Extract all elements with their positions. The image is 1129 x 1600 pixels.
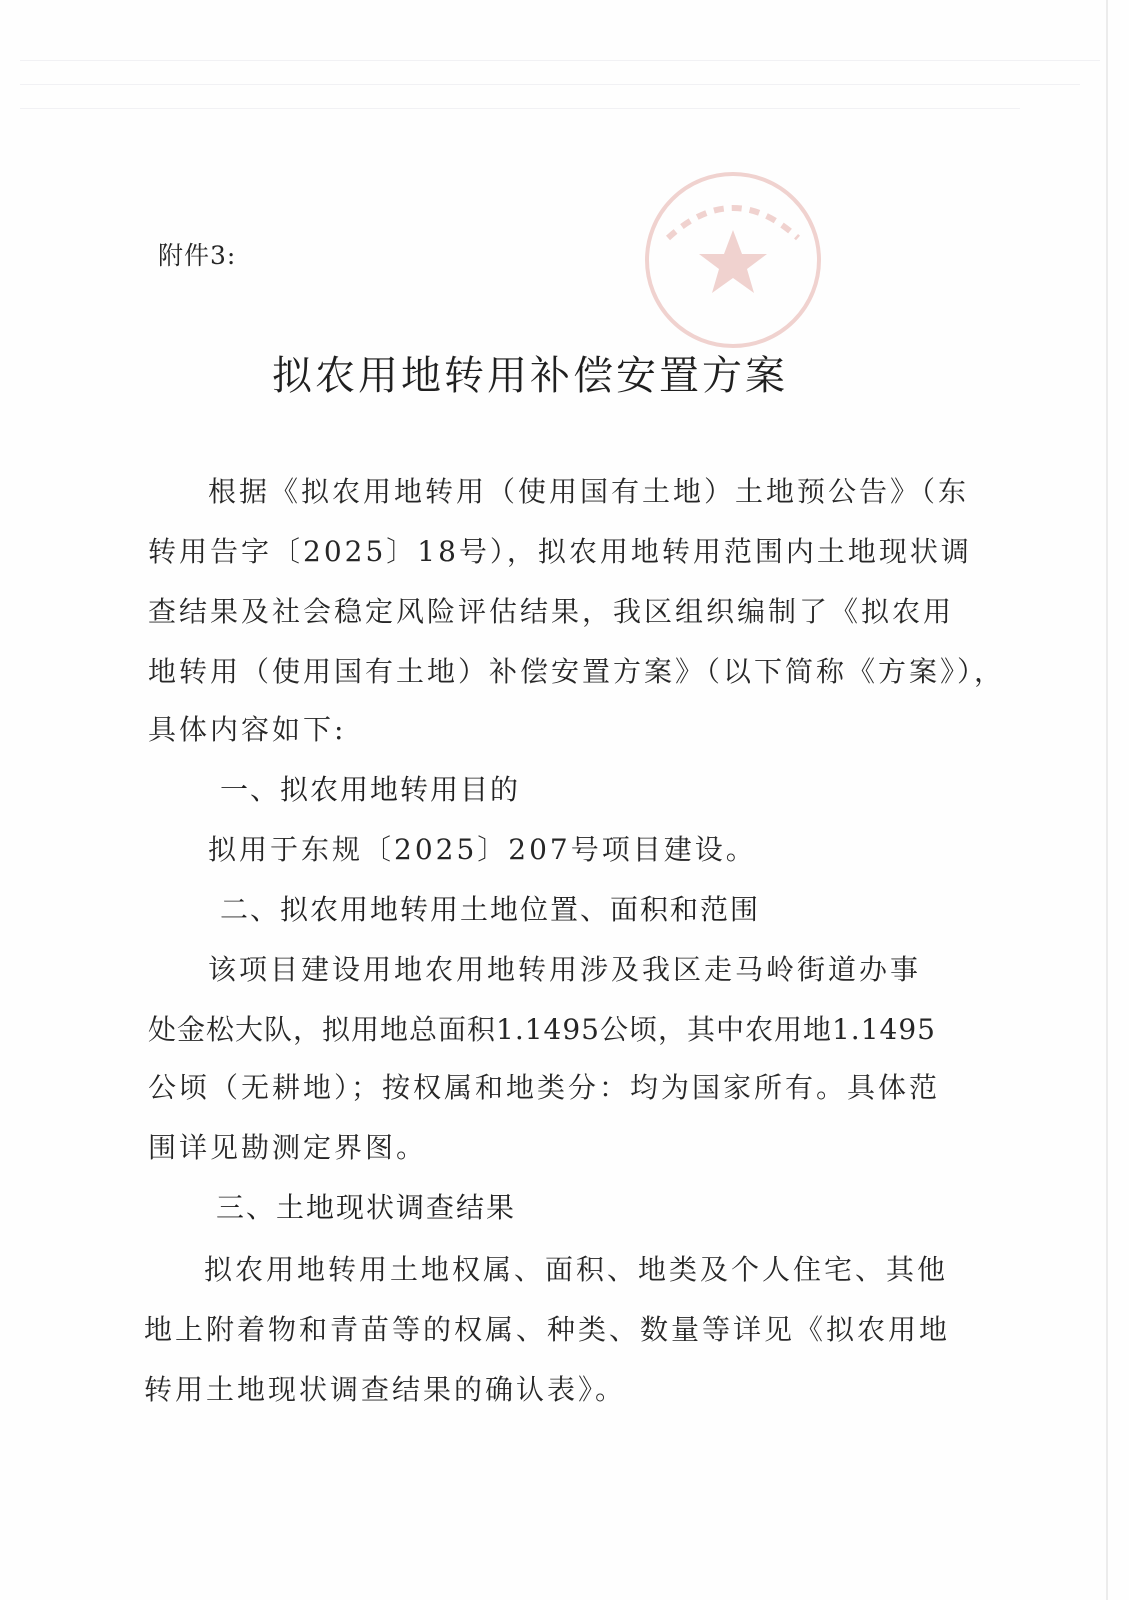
intro-line: 地转用（使用国有土地）补偿安置方案》（以下简称《方案》）， [148,655,1006,688]
official-seal-icon [628,168,838,348]
intro-line: 具体内容如下: [148,713,347,746]
scan-artifact [20,84,1080,85]
intro-line: 根据《拟农用地转用（使用国有土地）土地预公告》（东 [208,475,970,508]
section-line: 转用土地现状调查结果的确认表》。 [144,1373,627,1406]
section-line: 拟农用地转用土地权属、面积、地类及个人住宅、其他 [204,1253,949,1286]
section-line: 拟用于东规〔2025〕207号项目建设。 [208,833,757,866]
section-line: 处金松大队，拟用地总面积1.1495公顷，其中农用地1.1495 [148,1013,936,1046]
section-line: 该项目建设用地农用地转用涉及我区走马岭街道办事 [208,953,922,986]
intro-line: 查结果及社会稳定风险评估结果，我区组织编制了《拟农用 [148,595,955,628]
intro-line: 转用告字〔2025〕18号），拟农用地转用范围内土地现状调 [148,535,972,568]
section-heading: 二、拟农用地转用土地位置、面积和范围 [220,893,761,926]
section-line: 围详见勘测定界图。 [148,1131,428,1164]
page-edge [1106,0,1108,1600]
section-line: 地上附着物和青苗等的权属、种类、数量等详见《拟农用地 [144,1313,951,1346]
section-heading: 三、土地现状调查结果 [216,1191,517,1224]
attachment-label: 附件3: [158,241,237,270]
scan-artifact [20,108,1020,109]
section-heading: 一、拟农用地转用目的 [220,773,521,806]
scan-artifact [20,60,1100,61]
section-line: 公顷（无耕地）；按权属和地类分：均为国家所有。具体范 [148,1071,941,1104]
page-title: 拟农用地转用补偿安置方案 [272,353,788,399]
